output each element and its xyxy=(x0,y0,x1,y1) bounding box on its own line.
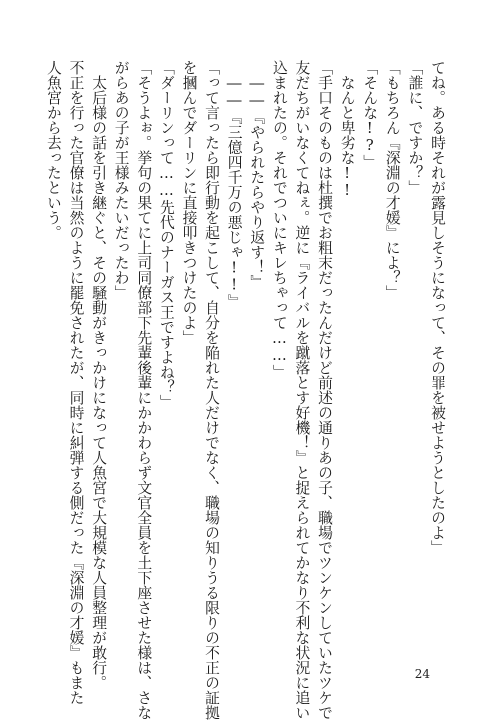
text-line: 「って言ったら即行動を起こして、自分を陥れた人だけでなく、職場の知りうる限りの不正の証拠 xyxy=(203,60,221,720)
text-line: 「そんな!?」 xyxy=(361,60,379,170)
text-line: 不正を行った官僚は当然のように罷免されたが、同時に糾弾する側だった『深淵の才媛』もまた xyxy=(67,60,85,705)
text-line: ――『やられたらやり返す！』 xyxy=(248,74,266,290)
text-line: 「誰に、ですか？」 xyxy=(406,60,424,195)
text-line: を摑んでダーリンに直接叩きつけたのよ」 xyxy=(180,60,198,345)
text-line: なんと卑劣な!! xyxy=(338,74,356,200)
text-line: ――『三億四千万の悪じゃ!!』 xyxy=(225,74,243,309)
text-line: がらあの子が王様みたいだったわ」 xyxy=(112,60,130,300)
text-line: 人魚宮から去ったという。 xyxy=(44,60,62,240)
page-number: 24 xyxy=(414,667,430,681)
text-line: 太后様の話を引き継ぐと、その騒動がきっかけになって人魚宮で大規模な人員整理が敢行。 xyxy=(90,74,108,690)
text-line: 「そうよぉ。挙句の果てに上司同僚部下先輩後輩にかかわらず文官全員を土下座させた様は、さな xyxy=(135,60,153,720)
text-line: 「ダーリンって……先代のナーガス王ですよね？」 xyxy=(157,60,175,410)
text-line: 込まれたの。それでついにキレちゃって……」 xyxy=(270,60,288,380)
text-line: 友だちがいなくてねぇ。逆に『ライバルを蹴落とす好機！』と捉えられてかなり不利な状況に追い xyxy=(293,60,311,720)
text-line: てね。ある時それが露見しそうになって、その罪を被せようとしたのよ」 xyxy=(429,60,446,555)
text-line: 「もちろん『深淵の才媛』によ？」 xyxy=(383,60,401,300)
text-line: 「手口そのものは杜撰でお粗末だったんだけど前述の通りあの子、職場でツンケンしていたツケで xyxy=(316,60,334,720)
